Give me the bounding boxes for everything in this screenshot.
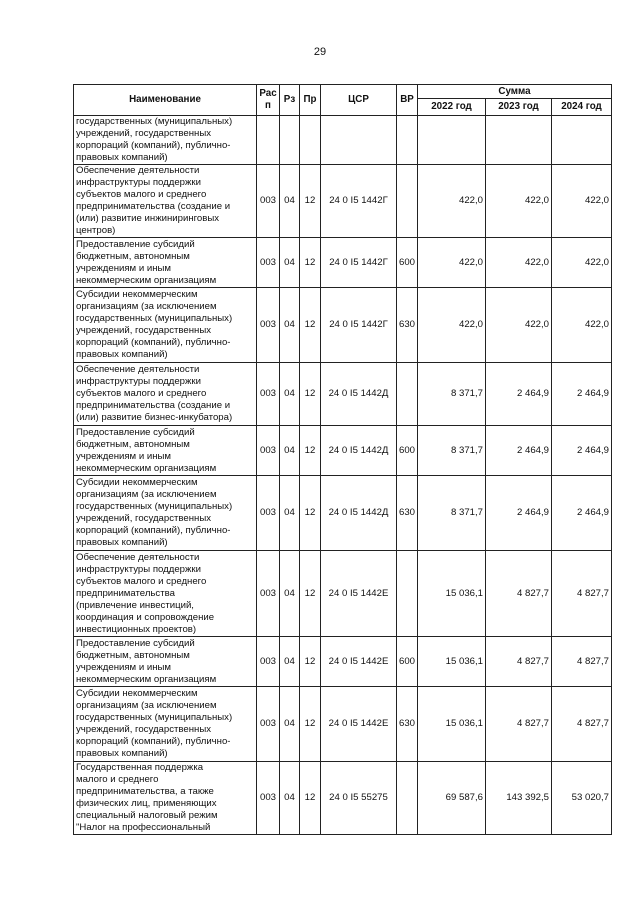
row-rasp: 003: [257, 551, 280, 637]
row-sum-2023: 422,0: [486, 288, 552, 363]
row-rasp: 003: [257, 288, 280, 363]
row-pr: 12: [300, 426, 321, 476]
row-pr: 12: [300, 288, 321, 363]
row-name: Предоставление субсидий бюджетным, автономным учреждениям и иным некоммерческим организациям: [74, 238, 257, 288]
row-rasp: 003: [257, 687, 280, 762]
row-sum-2023: 2 464,9: [486, 363, 552, 426]
row-pr: 12: [300, 476, 321, 551]
row-name: Государственная поддержка малого и среднего предпринимательства, а также физических лиц, применяющих специальный налоговый режим "Налог на профессиональный: [74, 762, 257, 835]
row-sum-2024: 2 464,9: [552, 476, 612, 551]
table-row: [74, 363, 612, 426]
row-name: Предоставление субсидий бюджетным, автономным учреждениям и иным некоммерческим организациям: [74, 637, 257, 687]
table-header: [74, 85, 612, 116]
row-rz: 04: [280, 238, 300, 288]
table-row: [74, 116, 612, 165]
header-name: Наименование: [74, 85, 257, 116]
row-pr: 12: [300, 551, 321, 637]
row-sum-2022: 422,0: [418, 288, 486, 363]
row-sum-2024: 2 464,9: [552, 363, 612, 426]
row-vr: 630: [397, 476, 418, 551]
row-name: Обеспечение деятельности инфраструктуры поддержки субъектов малого и среднего предпринимательства (привлечение инвестиций, координация и сопровождение инвестиционных проектов): [74, 551, 257, 637]
row-pr: 12: [300, 687, 321, 762]
row-rasp: 003: [257, 762, 280, 835]
table-row: [74, 238, 612, 288]
row-rz: 04: [280, 551, 300, 637]
header-2022: 2022 год: [418, 99, 486, 116]
row-rasp: [257, 116, 280, 165]
row-vr: 600: [397, 637, 418, 687]
row-sum-2022: 422,0: [418, 165, 486, 238]
row-sum-2022: 8 371,7: [418, 363, 486, 426]
row-name: Субсидии некоммерческим организациям (за исключением государственных (муниципальных) учреждений, государственных корпораций (компаний), публично- правовых компаний): [74, 687, 257, 762]
table-body: [74, 116, 612, 835]
row-csr: 24 0 I5 1442Г: [321, 165, 397, 238]
row-vr: [397, 762, 418, 835]
row-rz: [280, 116, 300, 165]
row-csr: 24 0 I5 1442Е: [321, 551, 397, 637]
header-2024: 2024 год: [552, 99, 612, 116]
row-sum-2024: 4 827,7: [552, 637, 612, 687]
row-name: Обеспечение деятельности инфраструктуры поддержки субъектов малого и среднего предпринимательства (создание и (или) развитие инжиниринговых центров): [74, 165, 257, 238]
row-sum-2022: 8 371,7: [418, 426, 486, 476]
row-sum-2022: [418, 116, 486, 165]
row-sum-2024: 2 464,9: [552, 426, 612, 476]
row-pr: 12: [300, 363, 321, 426]
row-csr: 24 0 I5 1442Д: [321, 476, 397, 551]
row-rz: 04: [280, 363, 300, 426]
row-name: Предоставление субсидий бюджетным, автономным учреждениям и иным некоммерческим организациям: [74, 426, 257, 476]
header-csr: ЦСР: [321, 85, 397, 116]
header-rasp: Рас п: [257, 85, 280, 116]
row-sum-2023: 2 464,9: [486, 426, 552, 476]
row-sum-2023: 4 827,7: [486, 637, 552, 687]
row-csr: 24 0 I5 55275: [321, 762, 397, 835]
table-row: [74, 551, 612, 637]
table-row: [74, 476, 612, 551]
row-sum-2023: 4 827,7: [486, 687, 552, 762]
row-vr: [397, 116, 418, 165]
row-sum-2023: 422,0: [486, 238, 552, 288]
table-row: [74, 426, 612, 476]
header-pr: Пр: [300, 85, 321, 116]
row-rz: 04: [280, 687, 300, 762]
row-sum-2023: [486, 116, 552, 165]
row-sum-2022: 15 036,1: [418, 551, 486, 637]
header-2023: 2023 год: [486, 99, 552, 116]
row-rz: 04: [280, 476, 300, 551]
row-rz: 04: [280, 426, 300, 476]
row-rasp: 003: [257, 426, 280, 476]
table-row: [74, 637, 612, 687]
row-csr: 24 0 I5 1442Е: [321, 687, 397, 762]
row-sum-2023: 4 827,7: [486, 551, 552, 637]
row-pr: 12: [300, 238, 321, 288]
row-pr: 12: [300, 165, 321, 238]
row-csr: 24 0 I5 1442Г: [321, 238, 397, 288]
row-name: государственных (муниципальных) учреждений, государственных корпораций (компаний), публично- правовых компаний): [74, 116, 257, 165]
row-rz: 04: [280, 637, 300, 687]
row-rasp: 003: [257, 165, 280, 238]
row-sum-2024: 4 827,7: [552, 551, 612, 637]
row-sum-2024: 4 827,7: [552, 687, 612, 762]
row-pr: 12: [300, 637, 321, 687]
row-name: Субсидии некоммерческим организациям (за исключением государственных (муниципальных) учреждений, государственных корпораций (компаний), публично- правовых компаний): [74, 288, 257, 363]
row-rasp: 003: [257, 637, 280, 687]
budget-table: [73, 84, 612, 835]
row-csr: 24 0 I5 1442Г: [321, 288, 397, 363]
row-rasp: 003: [257, 363, 280, 426]
row-vr: 600: [397, 238, 418, 288]
row-vr: [397, 551, 418, 637]
row-sum-2024: 422,0: [552, 165, 612, 238]
row-rz: 04: [280, 165, 300, 238]
row-vr: 600: [397, 426, 418, 476]
row-sum-2022: 15 036,1: [418, 637, 486, 687]
table-row: [74, 687, 612, 762]
row-rasp: 003: [257, 476, 280, 551]
table-row: [74, 288, 612, 363]
table-row: [74, 762, 612, 835]
row-vr: 630: [397, 687, 418, 762]
row-rasp: 003: [257, 238, 280, 288]
row-csr: [321, 116, 397, 165]
row-sum-2024: [552, 116, 612, 165]
row-csr: 24 0 I5 1442Е: [321, 637, 397, 687]
row-sum-2022: 69 587,6: [418, 762, 486, 835]
row-rz: 04: [280, 288, 300, 363]
row-sum-2024: 422,0: [552, 288, 612, 363]
page-number: 29: [313, 46, 327, 58]
header-sum: Сумма: [418, 85, 612, 99]
row-sum-2023: 2 464,9: [486, 476, 552, 551]
table-row: [74, 165, 612, 238]
header-vr: ВР: [397, 85, 418, 116]
row-vr: 630: [397, 288, 418, 363]
row-sum-2022: 422,0: [418, 238, 486, 288]
row-csr: 24 0 I5 1442Д: [321, 426, 397, 476]
row-rz: 04: [280, 762, 300, 835]
row-sum-2023: 422,0: [486, 165, 552, 238]
header-rz: Рз: [280, 85, 300, 116]
row-name: Субсидии некоммерческим организациям (за исключением государственных (муниципальных) учреждений, государственных корпораций (компаний), публично- правовых компаний): [74, 476, 257, 551]
row-sum-2023: 143 392,5: [486, 762, 552, 835]
row-pr: [300, 116, 321, 165]
row-pr: 12: [300, 762, 321, 835]
row-sum-2024: 53 020,7: [552, 762, 612, 835]
row-csr: 24 0 I5 1442Д: [321, 363, 397, 426]
row-vr: [397, 165, 418, 238]
row-sum-2022: 15 036,1: [418, 687, 486, 762]
row-vr: [397, 363, 418, 426]
row-sum-2024: 422,0: [552, 238, 612, 288]
row-name: Обеспечение деятельности инфраструктуры поддержки субъектов малого и среднего предпринимательства (создание и (или) развитие бизнес-инкубатора): [74, 363, 257, 426]
row-sum-2022: 8 371,7: [418, 476, 486, 551]
